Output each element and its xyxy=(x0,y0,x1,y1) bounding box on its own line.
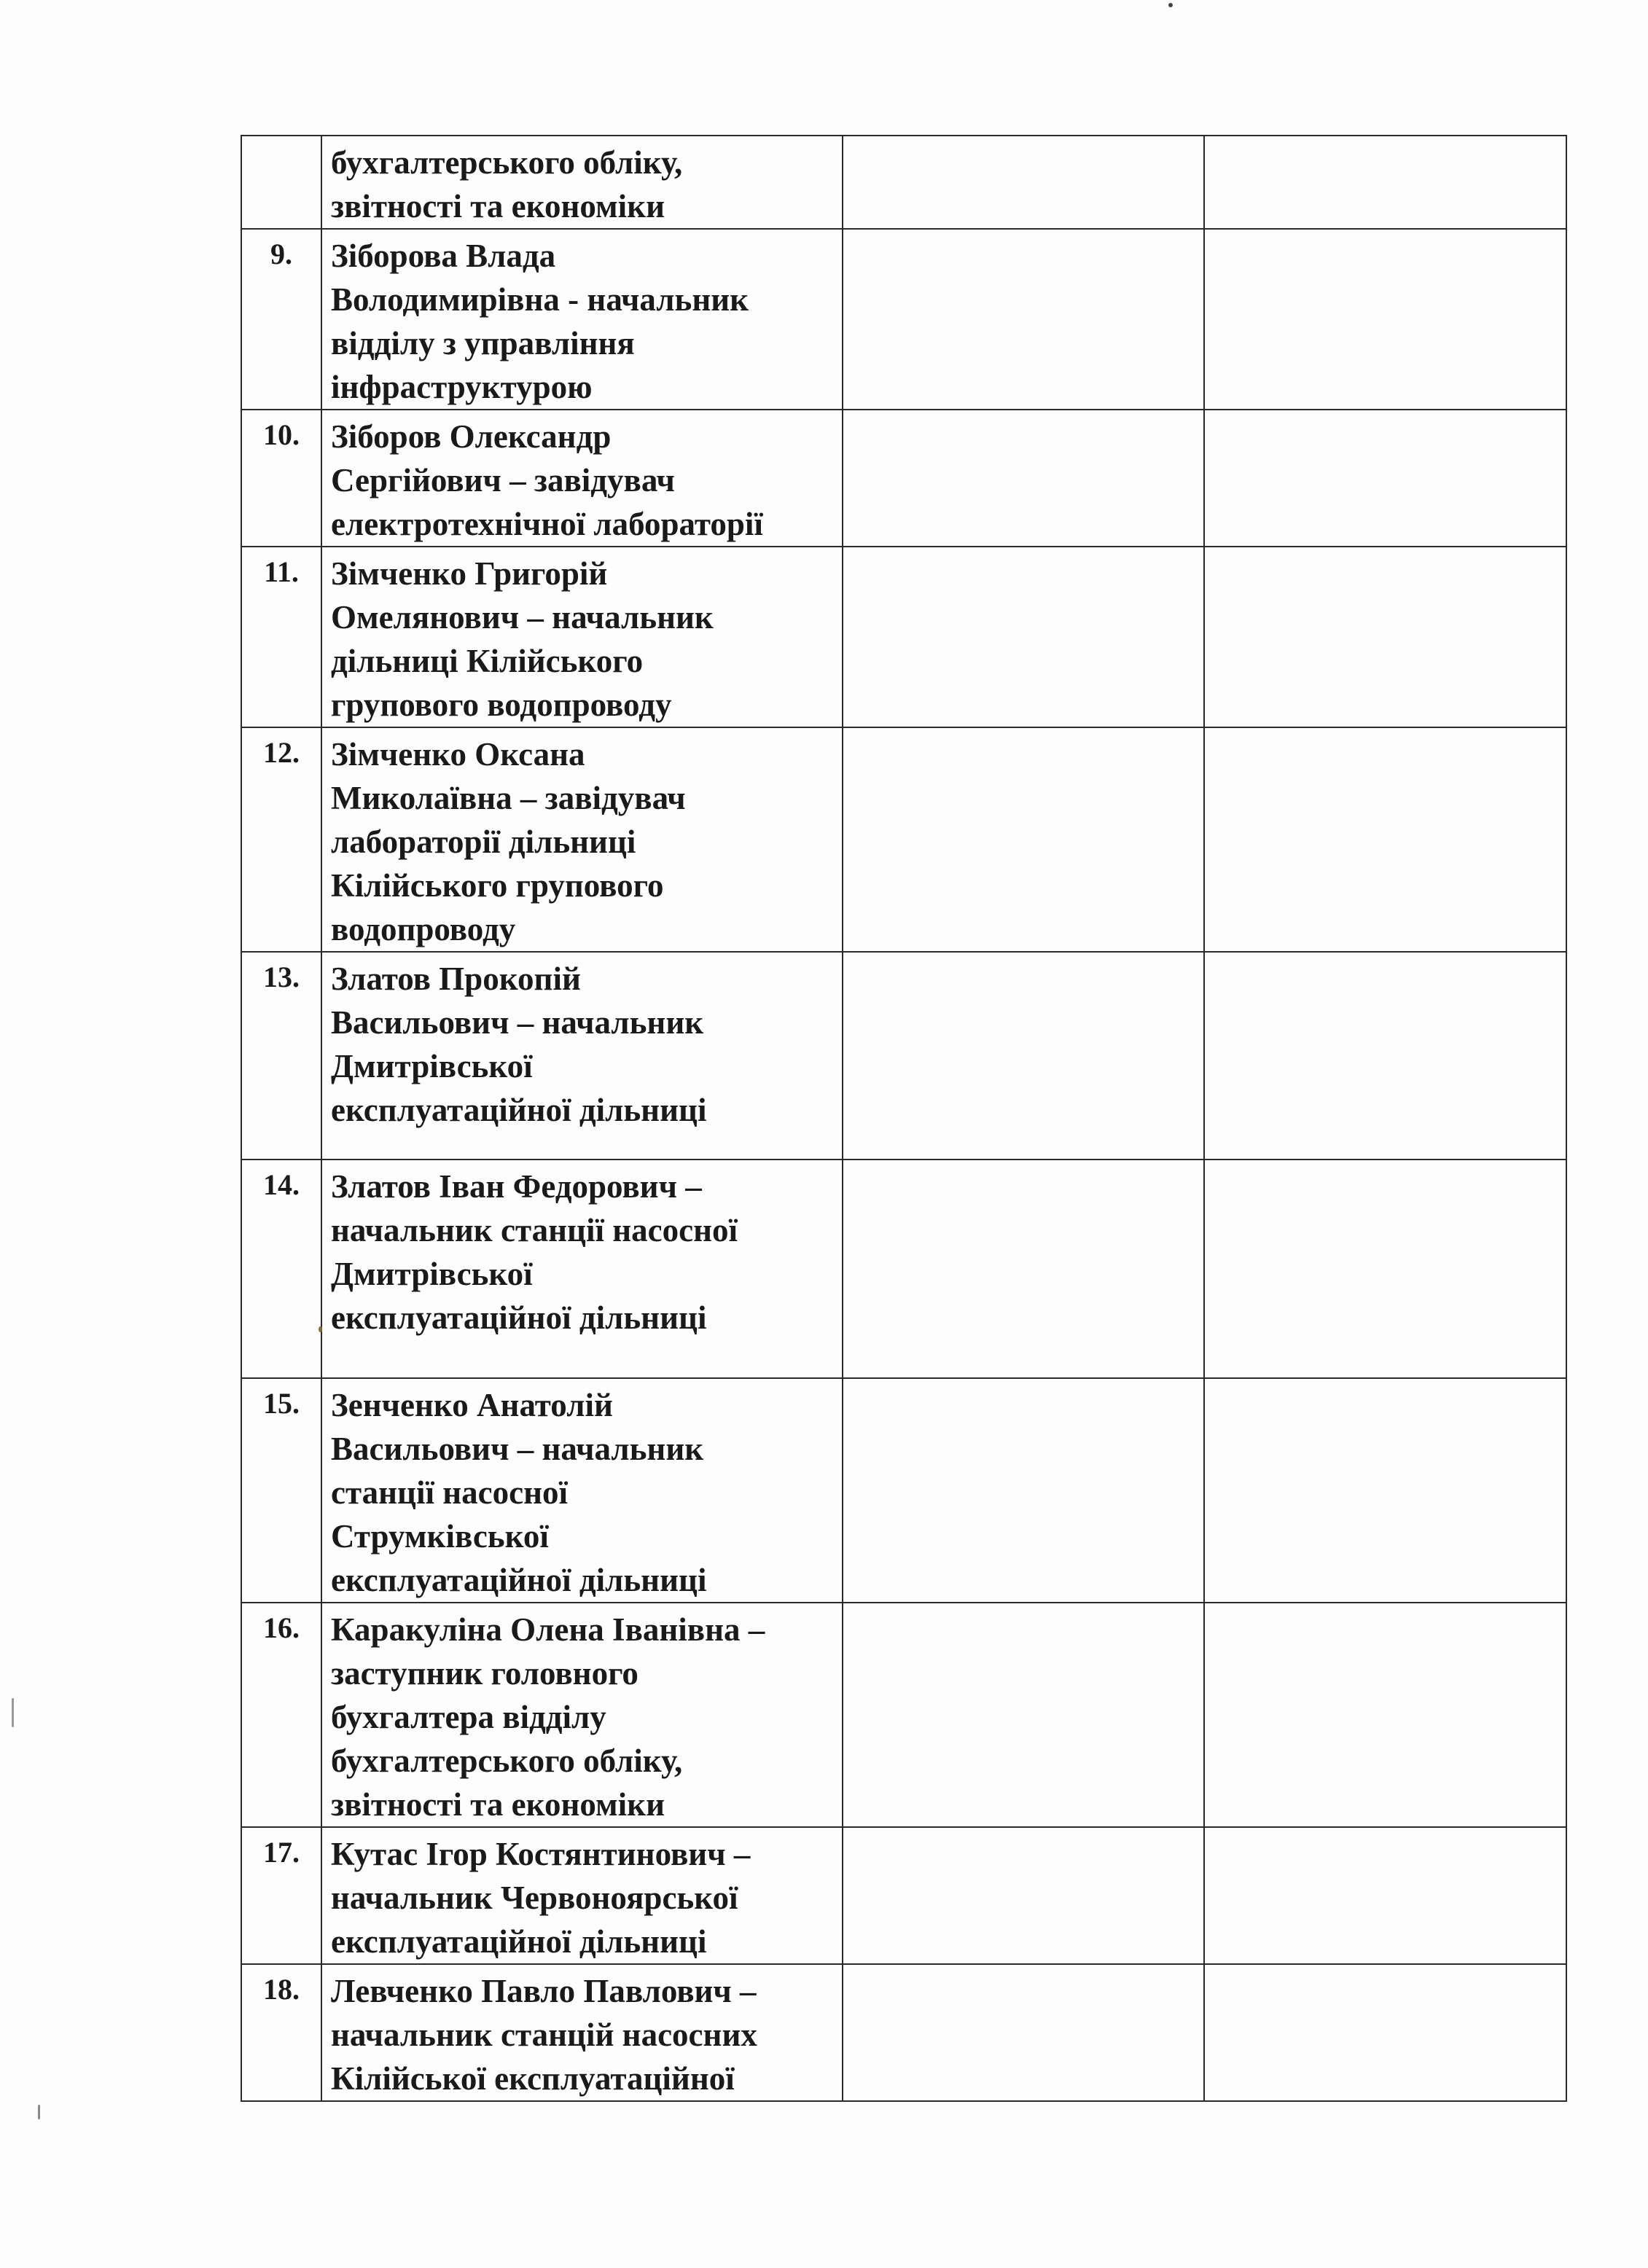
empty-cell xyxy=(843,1603,1204,1827)
row-number: 15. xyxy=(241,1378,321,1603)
empty-cell xyxy=(843,1827,1204,1964)
row-number: 14. xyxy=(241,1160,321,1378)
person-entry: Каракуліна Олена Іванівна – заступник головного бухгалтера відділу бухгалтерського обліку, звітності та економіки xyxy=(321,1603,843,1827)
empty-cell xyxy=(1204,952,1566,1160)
row-number: 12. xyxy=(241,727,321,952)
table-row xyxy=(241,1827,1566,1964)
scan-speck xyxy=(1168,3,1173,7)
empty-cell xyxy=(1204,1603,1566,1827)
empty-cell xyxy=(843,136,1204,229)
table-row xyxy=(241,229,1566,410)
scan-speck xyxy=(319,1326,322,1332)
empty-cell xyxy=(1204,727,1566,952)
person-entry: Златов Іван Федорович – начальник станції насосної Дмитрівської експлуатаційної дільниці xyxy=(321,1160,843,1378)
empty-cell xyxy=(843,410,1204,547)
person-entry: Златов Прокопій Васильович – начальник Дмитрівської експлуатаційної дільниці xyxy=(321,952,843,1160)
table-row xyxy=(241,410,1566,547)
row-number: 16. xyxy=(241,1603,321,1827)
row-number: 11. xyxy=(241,547,321,727)
row-number: 18. xyxy=(241,1964,321,2101)
table-row xyxy=(241,1964,1566,2101)
empty-cell xyxy=(843,952,1204,1160)
empty-cell xyxy=(1204,547,1566,727)
empty-cell xyxy=(1204,229,1566,410)
empty-cell xyxy=(1204,1378,1566,1603)
empty-cell xyxy=(1204,1827,1566,1964)
empty-cell xyxy=(1204,1160,1566,1378)
scan-speck xyxy=(12,1698,14,1727)
table-row xyxy=(241,1378,1566,1603)
person-entry: Кутас Ігор Костянтинович – начальник Червоноярської експлуатаційної дільниці xyxy=(321,1827,843,1964)
row-number xyxy=(241,136,321,229)
staff-table xyxy=(241,135,1567,2102)
row-number: 9. xyxy=(241,229,321,410)
empty-cell xyxy=(843,727,1204,952)
empty-cell xyxy=(843,229,1204,410)
table-row xyxy=(241,952,1566,1160)
person-entry: Левченко Павло Павлович – начальник станцій насосних Кілійської експлуатаційної xyxy=(321,1964,843,2101)
empty-cell xyxy=(843,547,1204,727)
person-entry: бухгалтерського обліку, звітності та економіки xyxy=(321,136,843,229)
table-row xyxy=(241,1160,1566,1378)
person-entry: Зіборов Олександр Сергійович – завідувач електротехнічної лабораторії xyxy=(321,410,843,547)
empty-cell xyxy=(1204,410,1566,547)
row-number: 10. xyxy=(241,410,321,547)
empty-cell xyxy=(843,1160,1204,1378)
table-row xyxy=(241,136,1566,229)
person-entry: Зенченко Анатолій Васильович – начальник станції насосної Струмківської експлуатаційної дільниці xyxy=(321,1378,843,1603)
table-row xyxy=(241,547,1566,727)
scan-speck xyxy=(38,2105,40,2119)
row-number: 17. xyxy=(241,1827,321,1964)
person-entry: Зімченко Оксана Миколаївна – завідувач лабораторії дільниці Кілійського групового водопроводу xyxy=(321,727,843,952)
person-entry: Зімченко Григорій Омелянович – начальник дільниці Кілійського групового водопроводу xyxy=(321,547,843,727)
person-entry: Зіборова Влада Володимирівна - начальник відділу з управління інфраструктурою xyxy=(321,229,843,410)
empty-cell xyxy=(1204,136,1566,229)
empty-cell xyxy=(843,1378,1204,1603)
row-number: 13. xyxy=(241,952,321,1160)
table-row xyxy=(241,1603,1566,1827)
empty-cell xyxy=(1204,1964,1566,2101)
table-row xyxy=(241,727,1566,952)
empty-cell xyxy=(843,1964,1204,2101)
